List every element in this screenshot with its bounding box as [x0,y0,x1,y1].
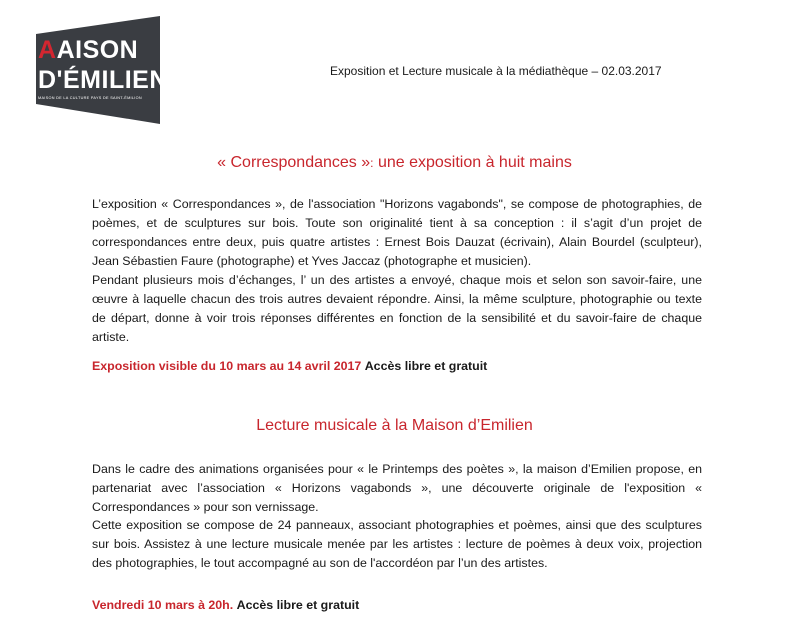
section2-access: Accès libre et gratuit [236,598,360,612]
section1-dates: Exposition visible du 10 mars au 14 avril 2017 [92,359,362,373]
section1-title-colon: : [370,156,374,170]
section1-info-line [92,359,487,373]
section1-title-a: « Correspondances » [217,154,371,171]
section2-paragraph-1: Dans le cadre des animations organisées pour « le Printemps des poètes », la maison d’Emilien propose, en partenariat avec l’association « Horizons vagabonds », une découverte originale de l'exposition « Correspondances » pour son vernissage. [92,462,702,514]
logo-tagline: MAISON DE LA CULTURE PAYS DE SAINT-ÉMILION [38,96,142,100]
maison-emilien-logo [36,16,168,124]
section2-info-line: Vendredi 10 mars à 20h. Accès libre et gratuit [92,598,360,612]
section2-title: Lecture musicale à la Maison d’Emilien [256,417,533,434]
section1-paragraph-2: Pendant plusieurs mois d’échanges, l’ un des artistes a envoyé, chaque mois et selon son savoir-faire, une œuvre à laquelle chacun des trois autres devaient répondre. Ainsi, la même sculpture, photographie ou texte de départ, donne à voir trois réponses différentes en fonction de la sensibilité et du savoir-faire de chaque artiste. [92,273,702,344]
logo-line-1: AAISON [38,36,139,64]
section1-title-b: une exposition à huit mains [377,154,572,171]
header-prefix: Exposition et [330,64,399,78]
section1-title [0,154,789,172]
section2-date: Vendredi 10 mars à 20h [92,598,230,612]
logo-line-2: D'ÉMILIEN [38,66,168,94]
section1-paragraph-1: L’exposition « Correspondances », de l'association "Horizons vagabonds", se compose de photographies, de poèmes, et de sculptures sur bois. Toute son originalité tient à sa conception : il s’agit d’un projet de correspondances entre deux, puis quatre artistes : Ernest Bois Dauzat (écrivain), Alain Bourdel (sculpteur), Jean Sébastien Faure (photographe) et Yves Jaccaz (photographe et musicien). [92,197,702,268]
section1-body [92,195,702,347]
section1-access: Accès libre et gratuit [364,359,488,373]
document-header [330,64,662,78]
header-rest: Lecture musicale à la médiathèque – 02.03.2017 [402,64,662,78]
section2-paragraph-2: Cette exposition se compose de 24 panneaux, associant photographies et poèmes, ainsi que des sculptures sur bois. Assistez à une lecture musicale menée par les artistes : lecture de poèmes à deux voix, projection des photographies, le tout accompagné au son de l'accordéon par l’un des artistes. [92,518,702,570]
